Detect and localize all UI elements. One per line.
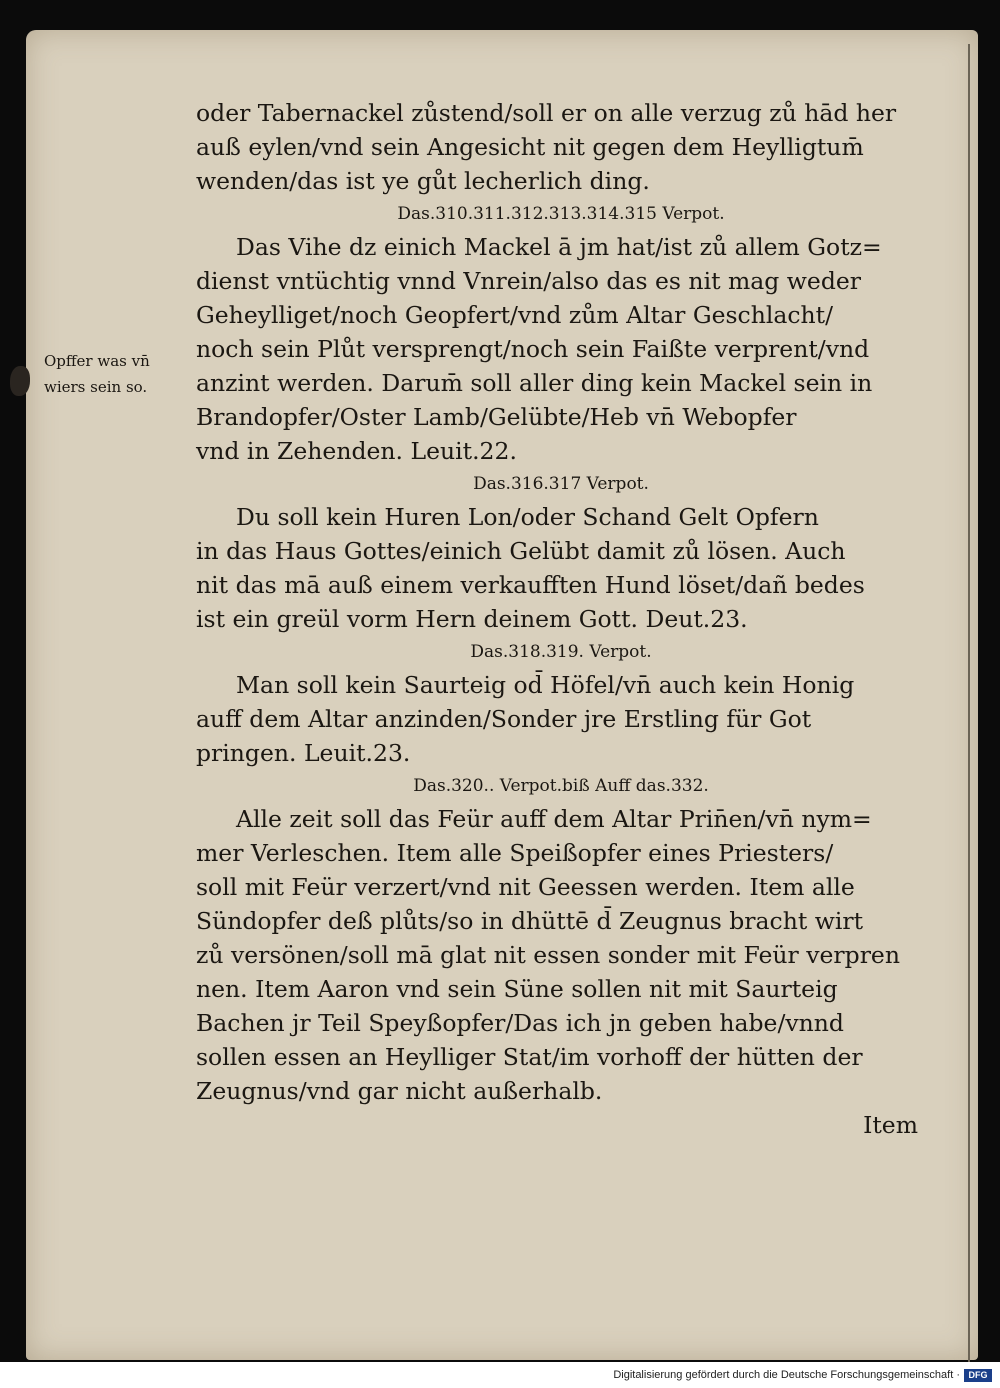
- text-line: Alle zeit soll das Feür auff dem Altar Prin̄en/vn̄ nym=: [236, 805, 872, 833]
- text-line: pringen. Leuit.23.: [196, 739, 411, 767]
- text-line: Geheylliget/noch Geopfert/vnd zům Altar Geschlacht/: [196, 301, 834, 329]
- text-line: in das Haus Gottes/einich Gelübt damit zů lösen. Auch: [196, 537, 846, 565]
- page-edge: [968, 44, 970, 1362]
- text-line: wenden/das ist ye gůt lecherlich ding.: [196, 167, 650, 195]
- section-heading: Das.318.319. Verpot.: [470, 642, 652, 662]
- margin-note: [44, 348, 214, 400]
- text-line: vnd in Zehenden. Leuit.22.: [196, 437, 517, 465]
- text-line: mer Verleschen. Item alle Speißopfer eines Priesters/: [196, 839, 834, 867]
- text-line: sollen essen an Heylliger Stat/im vorhoff der hütten der: [196, 1043, 863, 1071]
- footer-bar: [0, 1364, 1000, 1388]
- text-line: noch sein Plůt versprengt/noch sein Faißte verprent/vnd: [196, 335, 870, 363]
- text-line: ist ein greül vorm Hern deinem Gott. Deut.23.: [196, 605, 748, 633]
- text-line: nen. Item Aaron vnd sein Süne sollen nit mit Saurteig: [196, 975, 838, 1003]
- section-heading: Das.320.. Verpot.biß Auff das.332.: [413, 776, 709, 796]
- text-line: auß eylen/vnd sein Angesicht nit gegen dem Heylligtum̄: [196, 133, 864, 161]
- text-line: oder Tabernackel zůstend/soll er on alle verzug zů hād her: [196, 99, 897, 127]
- margin-note-line: Opffer was vn̄: [44, 352, 150, 370]
- margin-note-line: wiers sein so.: [44, 378, 148, 396]
- text-line: Du soll kein Huren Lon/oder Schand Gelt Opfern: [236, 503, 819, 531]
- text-line: Brandopfer/Oster Lamb/Gelübte/Heb vn̄ Webopfer: [196, 403, 797, 431]
- page-body-text: [196, 96, 926, 1142]
- text-line: dienst vntüchtig vnnd Vnrein/also das es nit mag weder: [196, 267, 862, 295]
- text-line: Zeugnus/vnd gar nicht außerhalb.: [196, 1077, 603, 1105]
- text-line: Sündopfer deß plůts/so in dhüttē d̄ Zeugnus bracht wirt: [196, 907, 864, 935]
- section-heading: Das.310.311.312.313.314.315 Verpot.: [397, 204, 725, 224]
- funding-credit: Digitalisierung gefördert durch die Deutsche Forschungsgemeinschaft ·: [613, 1369, 960, 1381]
- text-line: auff dem Altar anzinden/Sonder jre Erstling für Got: [196, 705, 812, 733]
- dfg-logo: DFG: [964, 1369, 992, 1382]
- text-line: zů versönen/soll mā glat nit essen sonder mit Feür verpren: [196, 941, 900, 969]
- text-line: Das Vihe dz einich Mackel ā jm hat/ist zů allem Gotz=: [236, 233, 882, 261]
- adjacent-page-mark: [10, 366, 30, 396]
- text-line: soll mit Feür verzert/vnd nit Geessen werden. Item alle: [196, 873, 855, 901]
- catchword: Item: [863, 1111, 918, 1139]
- text-line: Man soll kein Saurteig od̄ Höfel/vn̄ auch kein Honig: [236, 671, 855, 699]
- text-line: Bachen jr Teil Speyßopfer/Das ich jn geben habe/vnnd: [196, 1009, 844, 1037]
- section-heading: Das.316.317 Verpot.: [473, 474, 649, 494]
- text-line: nit das mā auß einem verkaufften Hund löset/dañ bedes: [196, 571, 865, 599]
- text-line: anzint werden. Darum̄ soll aller ding kein Mackel sein in: [196, 369, 873, 397]
